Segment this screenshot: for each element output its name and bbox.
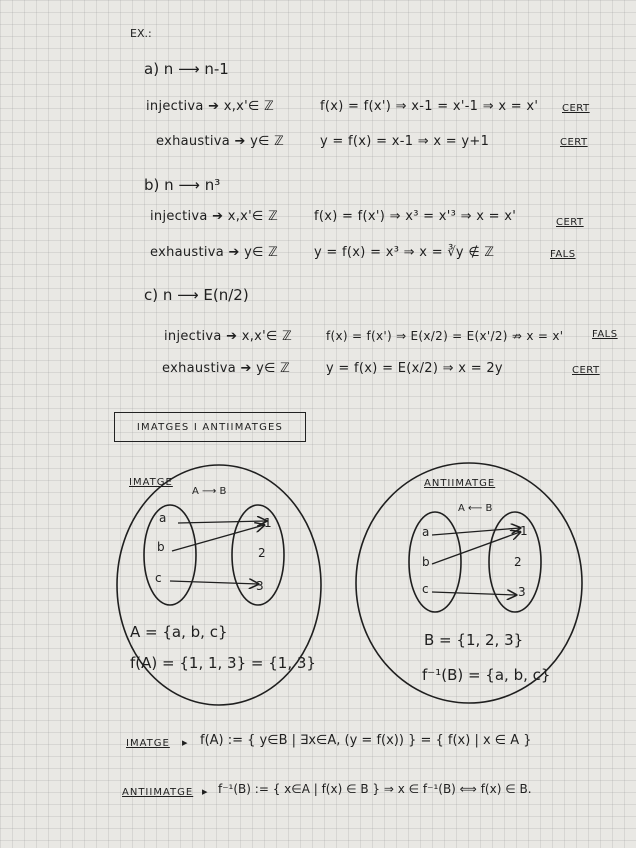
part-b-inj-expr: f(x) = f(x') ⇒ x³ = x'³ ⇒ x = x' — [314, 209, 517, 224]
left-image-def: f(A) = {1, 1, 3} = {1, 3} — [130, 654, 316, 672]
part-c-title: c) n ⟶ E(n/2) — [144, 286, 249, 304]
right-domain-a: a — [422, 525, 430, 539]
part-c-exh-verdict: CERT — [572, 365, 600, 376]
part-a-inj-expr: f(x) = f(x') ⇒ x-1 = x'-1 ⇒ x = x' — [320, 99, 539, 114]
part-c-exh-label: exhaustiva ➔ y∈ ℤ — [162, 361, 291, 376]
left-domain-oval — [144, 505, 196, 605]
left-map-label: A ⟶ B — [192, 486, 227, 497]
left-domain-a: a — [159, 511, 167, 525]
right-domain-c: c — [422, 582, 429, 596]
part-a-exh-expr: y = f(x) = x-1 ⇒ x = y+1 — [320, 134, 490, 149]
right-domain-oval — [409, 512, 461, 612]
right-codomain-2: 2 — [514, 555, 522, 569]
right-arrow-b-1 — [432, 532, 520, 564]
part-c-inj-expr: f(x) = f(x') ⇒ E(x/2) = E(x'/2) ⇏ x = x' — [326, 329, 564, 343]
preimage-def-label: ANTIIMATGE — [122, 787, 194, 798]
part-b-exh-expr: y = f(x) = x³ ⇒ x = ∛y ∉ ℤ — [314, 245, 495, 260]
preimage-def-marker: ▸ — [202, 785, 208, 798]
left-diagram-title: IMATGE — [129, 477, 173, 488]
part-b-exh-label: exhaustiva ➔ y∈ ℤ — [150, 245, 279, 260]
preimage-def-expr: f⁻¹(B) := { x∈A | f(x) ∈ B } ⇒ x ∈ f⁻¹(B) ⟺ f(x) ∈ B. — [218, 782, 532, 796]
left-domain-b: b — [157, 540, 165, 554]
left-domain-c: c — [155, 571, 162, 585]
right-domain-b: b — [422, 555, 430, 569]
part-b-inj-label: injectiva ➔ x,x'∈ ℤ — [150, 209, 279, 224]
right-map-label: A ⟵ B — [458, 503, 493, 514]
image-def-label: IMATGE — [126, 738, 170, 749]
right-codomain-3: 3 — [518, 585, 526, 599]
left-arrow-a-1 — [178, 521, 266, 523]
image-def-marker: ▸ — [182, 736, 188, 749]
left-codomain-2: 2 — [258, 546, 266, 560]
part-b-inj-verdict: CERT — [556, 217, 584, 228]
right-diagram-title: ANTIIMATGE — [424, 478, 496, 489]
part-c-inj-verdict: FALS — [592, 329, 618, 340]
section-title: IMATGES I ANTIIMATGES — [136, 421, 284, 433]
part-c-inj-label: injectiva ➔ x,x'∈ ℤ — [164, 329, 293, 344]
part-a-inj-label: injectiva ➔ x,x'∈ ℤ — [146, 99, 275, 114]
right-set-def: B = {1, 2, 3} — [424, 631, 524, 649]
image-def-expr: f(A) := { y∈B | ∃x∈A, (y = f(x)) } = { f(x) | x ∈ A } — [200, 733, 532, 748]
part-a-title: a) n ⟶ n-1 — [144, 60, 229, 78]
left-arrow-b-1 — [172, 525, 264, 551]
right-arrow-a-1 — [432, 528, 520, 535]
part-a-exh-label: exhaustiva ➔ y∈ ℤ — [156, 134, 285, 149]
part-a-exh-verdict: CERT — [560, 137, 588, 148]
part-b-exh-verdict: FALS — [550, 249, 576, 260]
left-codomain-3: 3 — [256, 579, 264, 593]
part-b-title: b) n ⟶ n³ — [144, 176, 221, 194]
left-codomain-1: 1 — [264, 516, 272, 530]
right-arrow-c-3 — [432, 592, 516, 595]
exercise-heading: EX.: — [130, 27, 152, 40]
right-preimage-def: f⁻¹(B) = {a, b, c} — [422, 666, 551, 684]
left-set-def: A = {a, b, c} — [130, 623, 228, 641]
right-codomain-1: 1 — [520, 524, 528, 538]
part-c-exh-expr: y = f(x) = E(x/2) ⇒ x = 2y — [326, 361, 503, 376]
left-arrow-c-3 — [170, 581, 258, 584]
part-a-inj-verdict: CERT — [562, 103, 590, 114]
